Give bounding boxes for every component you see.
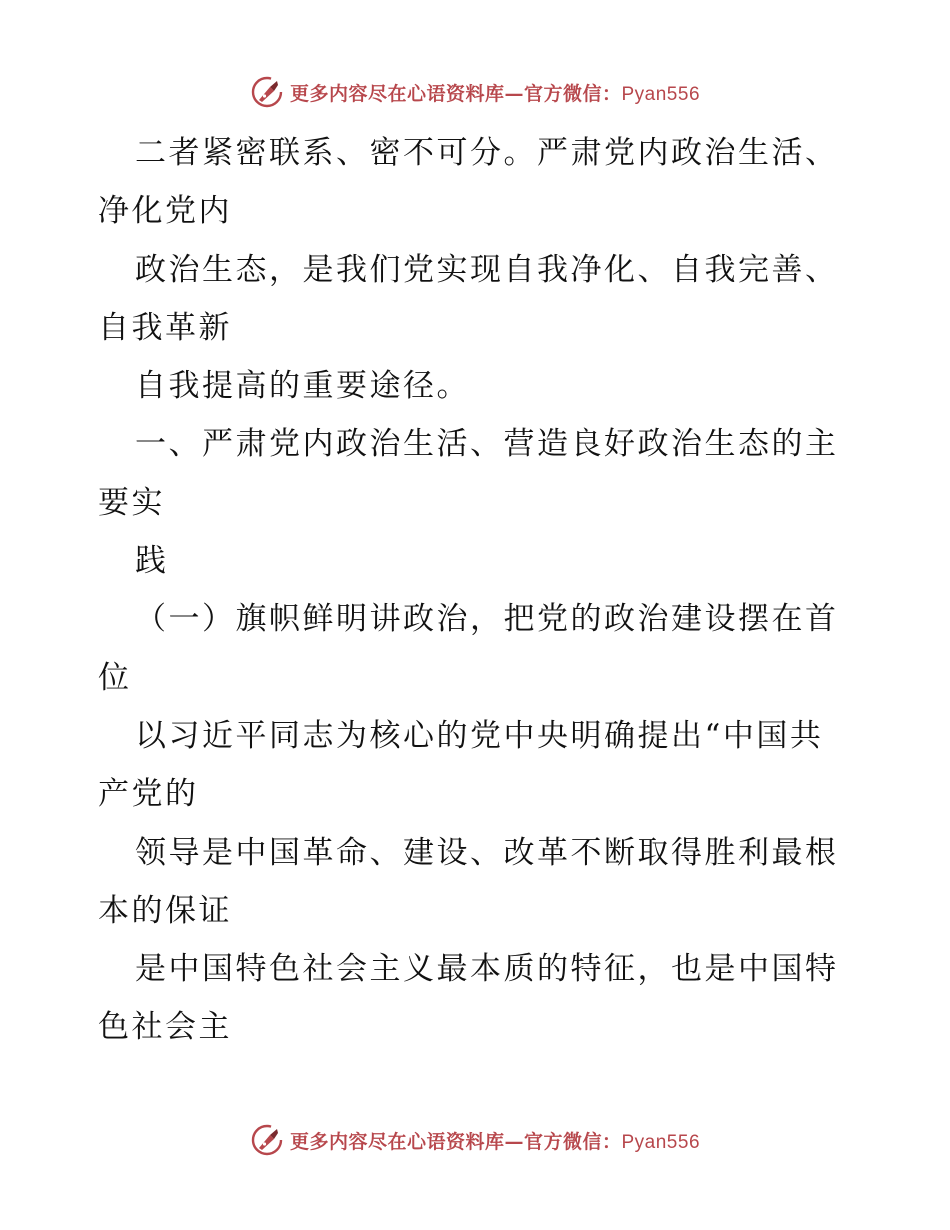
text-line: 领导是中国革命、建设、改革不断取得胜利最根 [135,834,839,871]
watermark-text [290,79,700,106]
text-line: 自我革新 [98,309,232,346]
watermark-wechat-id: Pyan556 [621,83,701,105]
watermark-text [290,1127,700,1154]
text-line: 色社会主 [98,1009,232,1046]
text-line: 践 [135,543,169,580]
text-line: 一、严肃党内政治生活、营造良好政治生态的主 [135,426,839,463]
text-line: 自我提高的重要途径。 [135,368,470,405]
pen-nib-logo-icon [250,1123,284,1157]
watermark-wechat-id: Pyan556 [621,1131,701,1153]
text-line: 位 [98,659,132,696]
text-line: 政治生态，是我们党实现自我净化、自我完善、 [135,251,839,288]
text-line: 二者紧密联系、密不可分。严肃党内政治生活、 [135,135,839,171]
text-line: 净化党内 [98,193,232,230]
watermark-brand: 更多内容尽在心语资料库 [289,1130,505,1153]
text-line: 是中国特色社会主义最本质的特征，也是中国特 [135,951,839,988]
pen-nib-logo-icon [250,75,284,109]
footer-watermark [0,1120,950,1160]
text-line: 产党的 [98,776,199,813]
text-line: 本的保证 [98,892,232,929]
watermark-brand: 更多内容尽在心语资料库 [289,82,505,105]
watermark-official: 官方微信： [523,82,622,105]
header-watermark [0,72,950,112]
watermark-dash: — [504,82,524,105]
document-body [98,124,858,1057]
text-line: （一）旗帜鲜明讲政治，把党的政治建设摆在首 [135,601,839,638]
text-line: 要实 [98,484,165,521]
watermark-official: 官方微信： [523,1130,622,1153]
text-line: 以习近平同志为核心的党中央明确提出“中国共 [135,717,824,754]
watermark-dash: — [504,1130,524,1153]
